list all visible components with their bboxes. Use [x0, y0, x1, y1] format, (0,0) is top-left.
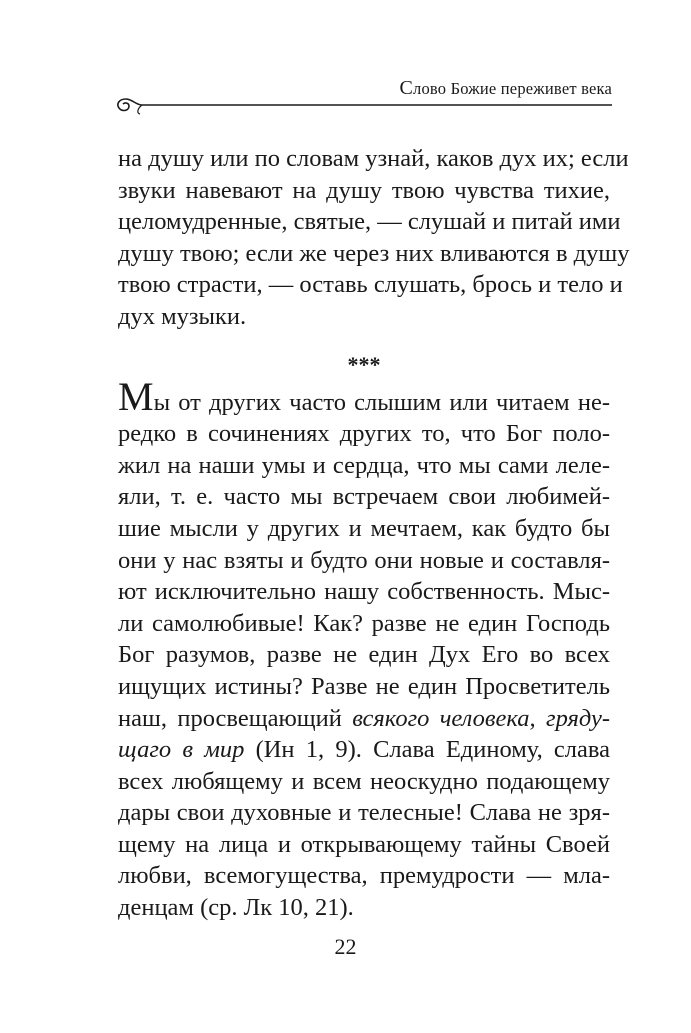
text-line: любви, всемогущества, премудрости — мла-	[118, 862, 610, 890]
text-line: Бог разумов, разве не един Дух Его во всех	[118, 641, 610, 669]
text-line: на душу или по словам узнай, каков дух их; если	[118, 145, 629, 172]
text-line: дух музыки.	[118, 302, 247, 330]
text-line: твою страсти, — оставь слушать, брось и тело и	[118, 271, 623, 299]
running-title	[400, 77, 613, 100]
text-segment: (Ин 1, 9). Слава Единому, слава	[244, 736, 611, 764]
paragraph-continuation	[118, 143, 630, 333]
text-line-rest: ы от других часто слышим или читаем не-	[153, 388, 610, 416]
running-title-cap: С	[399, 77, 414, 99]
text-line: целомудренные, святые, — слушай и питай ими	[118, 208, 621, 236]
text-line: щему на лица и открывающему тайны Своей	[118, 830, 610, 858]
running-head	[112, 73, 612, 113]
text-line: денцам (ср. Лк 10, 21).	[118, 894, 354, 922]
page-number: 22	[334, 934, 357, 959]
running-title-rest: лово Божие переживет века	[413, 79, 612, 98]
section-separator: ***	[347, 351, 381, 377]
text-line: всех любящему и всем неоскудно подающему	[118, 767, 610, 795]
text-line: они у нас взяты и будто они новые и составля-	[118, 546, 610, 574]
text-line: ют исключительно нашу собственность. Мыс-	[118, 578, 610, 606]
scripture-quote: всякого человека, гряду-	[352, 704, 610, 732]
page-body	[118, 143, 630, 924]
text-line: дары свои духовные и телесные! Слава не зря-	[118, 799, 610, 827]
paragraph-main	[118, 373, 611, 924]
text-line	[118, 373, 610, 419]
initial-letter: М	[118, 373, 154, 419]
text-line: редко в сочинениях других то, что Бог поло-	[118, 420, 610, 448]
text-line: душу твою; если же через них вливаются в душу	[118, 239, 630, 267]
text-line: шие мысли у других и мечтаем, как будто бы	[118, 514, 610, 542]
text-line: звуки навевают на душу твою чувства тихие,	[118, 176, 610, 204]
text-line: яли, т. е. часто мы встречаем свои любимей-	[118, 483, 610, 511]
text-line: ищущих истины? Разве не един Просветитель	[118, 672, 610, 700]
text-line: ли самолюбивые! Как? разве не един Господь	[118, 609, 610, 637]
text-line	[118, 734, 610, 766]
text-line	[118, 703, 610, 735]
text-line: жил на наши умы и сердца, что мы сами леле-	[118, 451, 610, 479]
text-segment: наш, просвещающий	[118, 704, 353, 732]
scripture-quote: щаго в мир	[118, 736, 245, 764]
